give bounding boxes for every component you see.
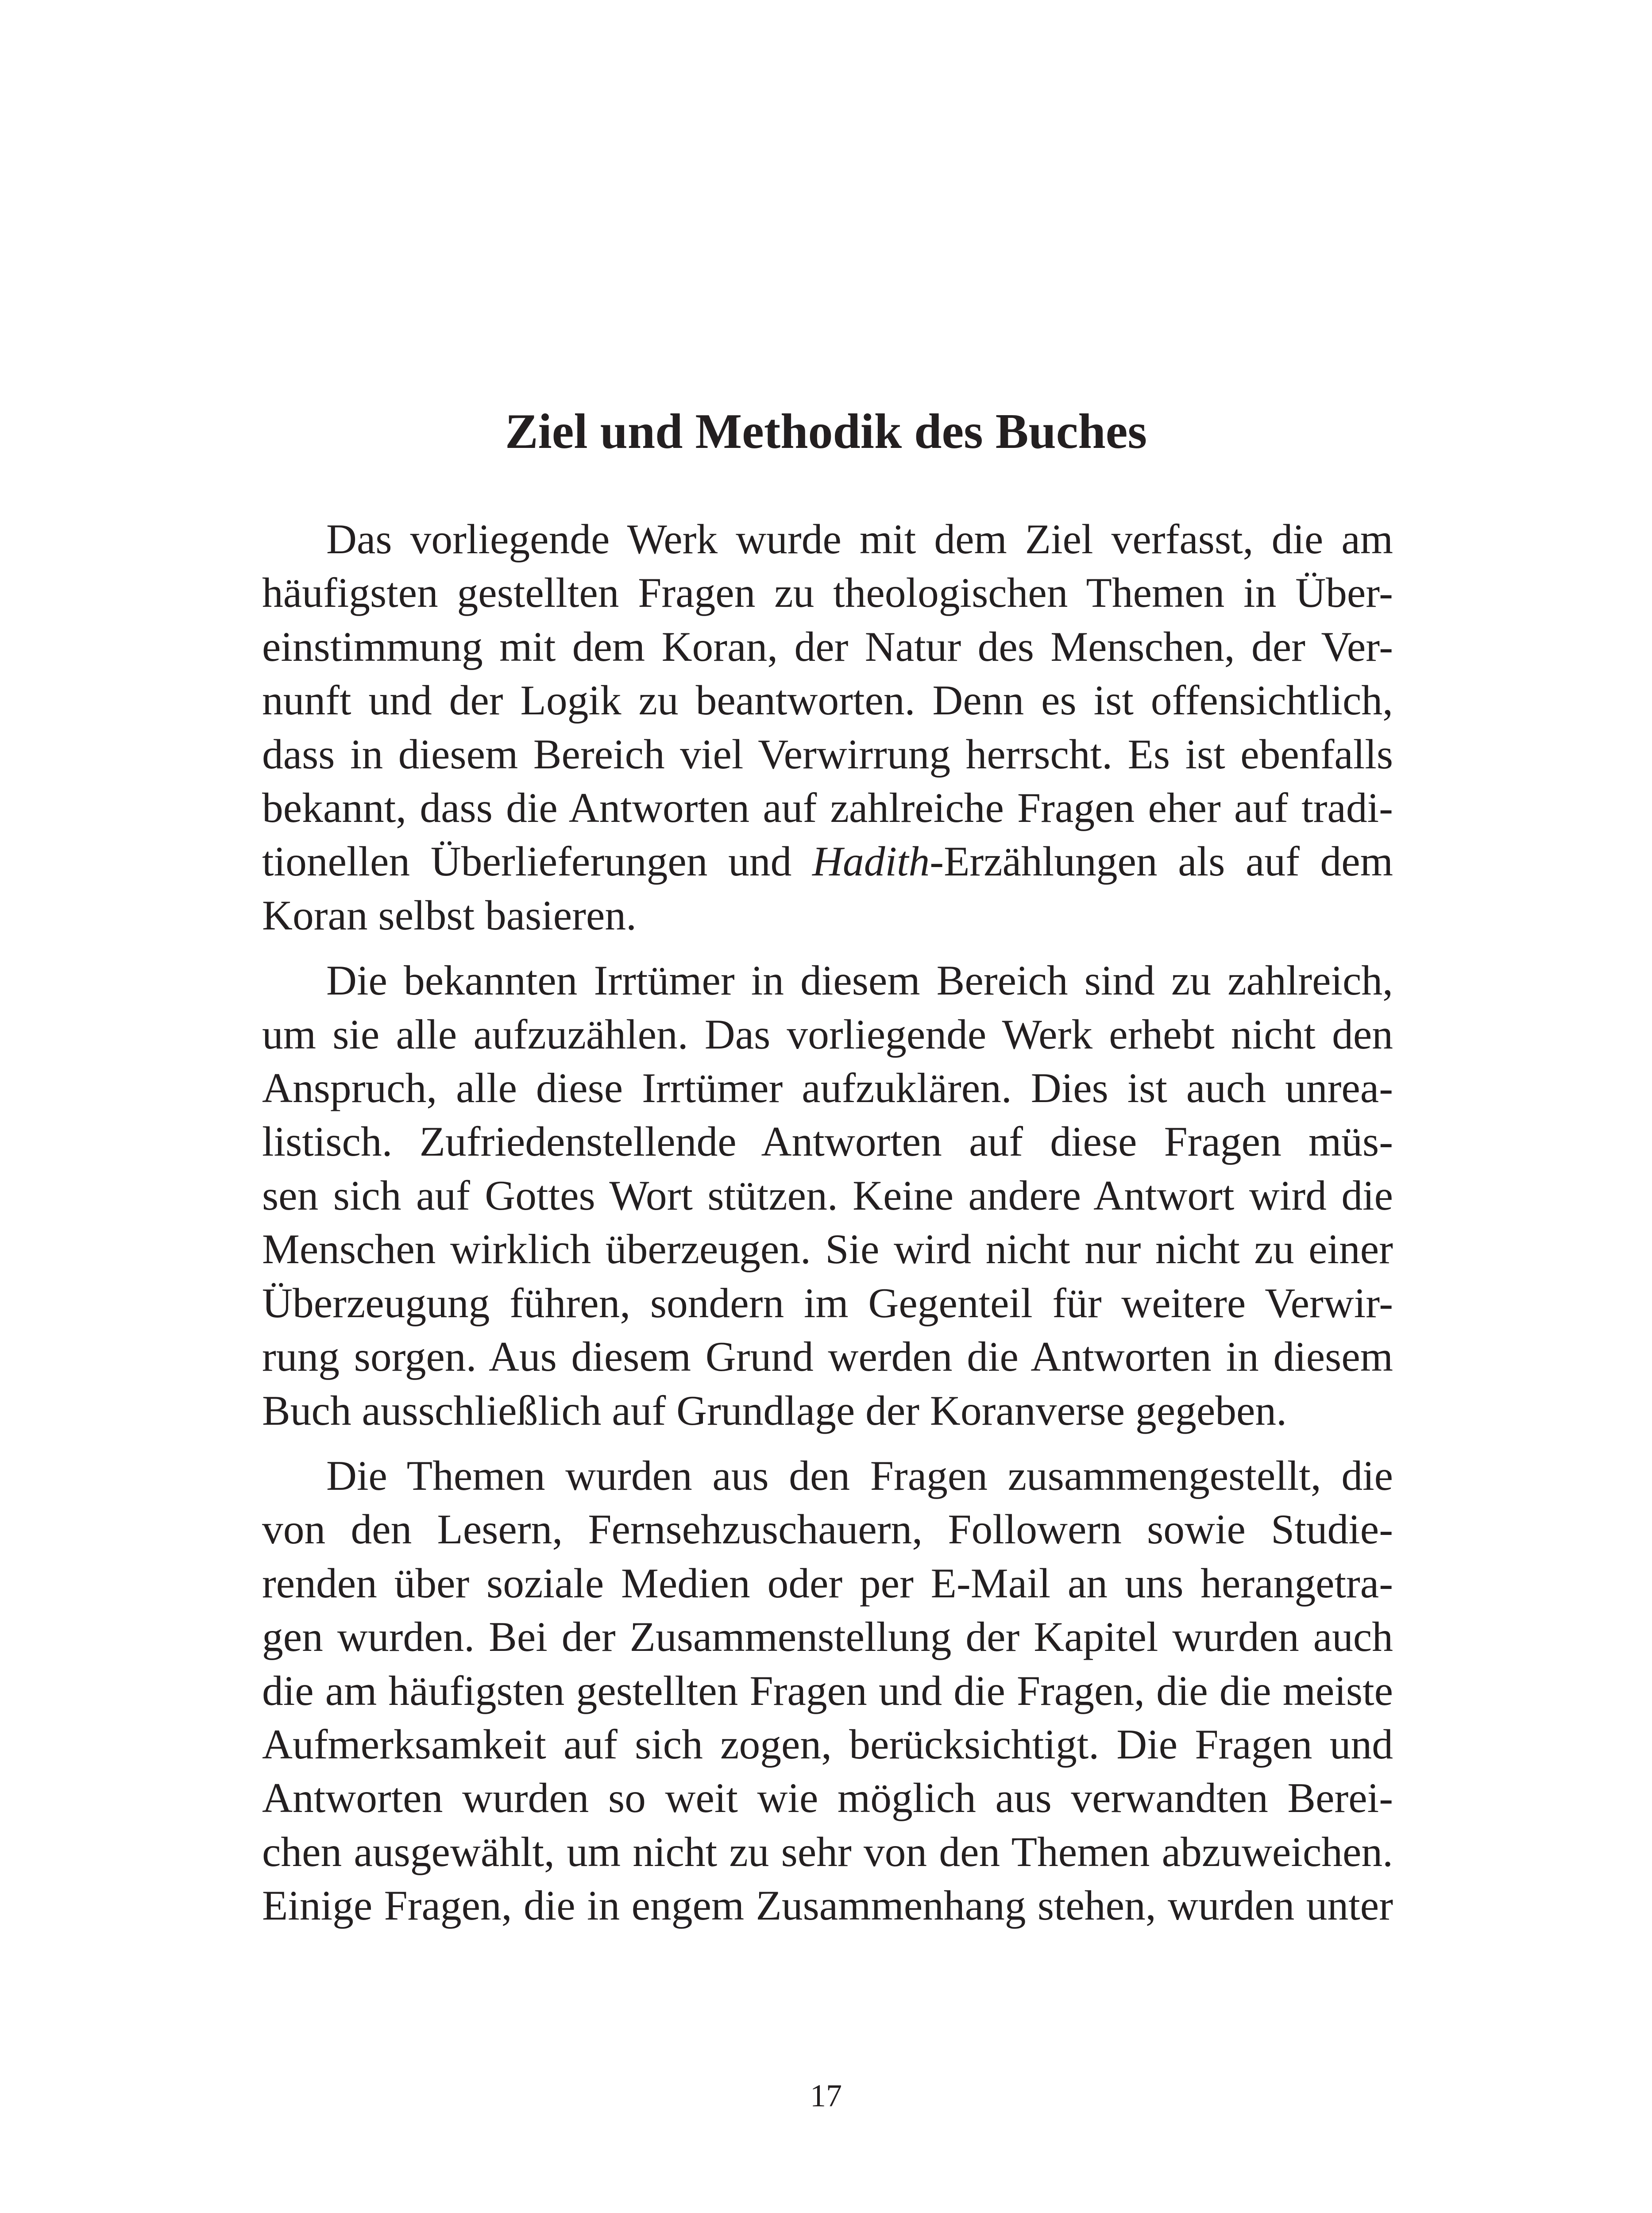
text-line: bekannt, dass die Antworten auf zahlreiche Fragen eher auf tradi-: [262, 784, 1393, 832]
chapter-heading: Ziel und Methodik des Buches: [505, 404, 1147, 459]
text-line: renden über soziale Medien oder per E-Mail an uns herangetra-: [262, 1559, 1393, 1607]
paragraph-1: [262, 513, 1393, 942]
text-line: von den Lesern, Fernsehzuschauern, Followern sowie Studie-: [262, 1506, 1393, 1553]
text-line: dass in diesem Bereich viel Verwirrung herrscht. Es ist ebenfalls: [262, 730, 1393, 778]
body-text: [262, 513, 1393, 1933]
text-line: sen sich auf Gottes Wort stützen. Keine andere Antwort wird die: [262, 1172, 1393, 1219]
text-line: Die bekannten Irrtümer in diesem Bereich sind zu zahlreich,: [326, 957, 1393, 1004]
text-line: chen ausgewählt, um nicht zu sehr von den Themen abzuweichen.: [262, 1828, 1393, 1875]
text-line: Anspruch, alle diese Irrtümer aufzuklären. Dies ist auch unrea-: [262, 1064, 1393, 1112]
text-line: um sie alle aufzuzählen. Das vorliegende Werk erhebt nicht den: [262, 1010, 1393, 1058]
italic-term: Hadith: [812, 838, 930, 885]
text-line: nunft und der Logik zu beantworten. Denn es ist offensichtlich,: [262, 677, 1393, 724]
text-line: gen wurden. Bei der Zusammenstellung der Kapitel wurden auch: [262, 1613, 1393, 1661]
text-line: Die Themen wurden aus den Fragen zusammengestellt, die: [326, 1452, 1393, 1499]
paragraph-2: [262, 954, 1393, 1438]
text-line: listisch. Zufriedenstellende Antworten auf diese Fragen müs-: [262, 1118, 1393, 1165]
text-line: Einige Fragen, die in engem Zusammenhang stehen, wurden unter: [262, 1882, 1393, 1929]
text-segment: tionellen Überlieferungen und: [262, 838, 812, 885]
text-line: die am häufigsten gestellten Fragen und die Fragen, die die meiste: [262, 1667, 1393, 1714]
text-line: häufigsten gestellten Fragen zu theologischen Themen in Über-: [262, 569, 1393, 617]
text-line: Koran selbst basieren.: [262, 891, 637, 939]
text-line: Menschen wirklich überzeugen. Sie wird nicht nur nicht zu einer: [262, 1226, 1393, 1273]
page-number: 17: [810, 2078, 842, 2113]
paragraph-3: [262, 1449, 1393, 1933]
text-line: Aufmerksamkeit auf sich zogen, berücksichtigt. Die Fragen und: [262, 1720, 1393, 1768]
text-segment: -Erzählungen als auf dem: [930, 838, 1393, 885]
text-line: einstimmung mit dem Koran, der Natur des Menschen, der Ver-: [262, 623, 1393, 670]
text-line: [262, 835, 1393, 888]
text-line: rung sorgen. Aus diesem Grund werden die Antworten in diesem: [262, 1333, 1393, 1380]
text-line: Das vorliegende Werk wurde mit dem Ziel verfasst, die am: [326, 516, 1393, 563]
text-line: Überzeugung führen, sondern im Gegenteil für weitere Verwir-: [262, 1279, 1393, 1326]
text-line: Buch ausschließlich auf Grundlage der Koranverse gegeben.: [262, 1387, 1287, 1434]
text-line: Antworten wurden so weit wie möglich aus verwandten Berei-: [262, 1774, 1393, 1822]
